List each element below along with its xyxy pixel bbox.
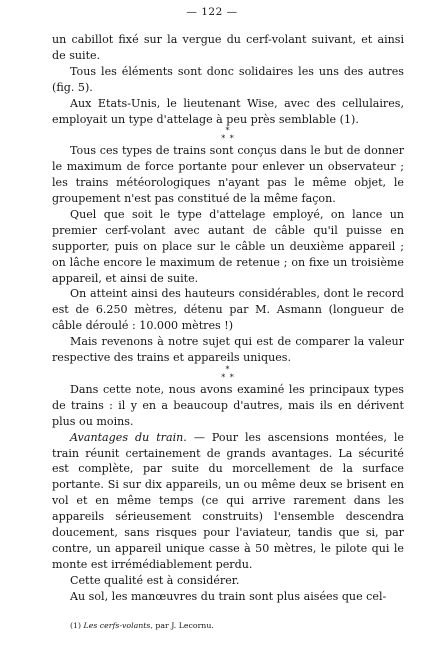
- paragraph: un cabillot fixé sur la vergue du cerf-volant suivant, et ainsi de suite.: [52, 33, 404, 62]
- section-separator: * * *: [221, 126, 235, 144]
- paragraph-advantages: Avantages du train. — Pour les ascensions montées, le train réunit certainement de grands avantages. La sécurité est complète, par suite du morcellement de la surface portante. Si sur dix appareils, un ou même deux se brisent en vol et en même temps (ce qui arrive rarement dans les appareils sérieusement construits) l'ensemble descendra doucement, sans risques pour l'aviateur, tandis que si, par contre, un appareil unique casse à 50 mètres, le pilote qui le monte est irrémédiablement perdu.: [52, 430, 404, 571]
- footnote: [70, 621, 214, 631]
- page-number: — 122 —: [186, 6, 238, 18]
- section-separator: * * *: [221, 365, 235, 383]
- paragraph: On atteint ainsi des hauteurs considérables, dont le record est de 6.250 mètres, détenu par M. Asmann (longueur de câble déroulé : 10.000 mètres !): [52, 287, 404, 333]
- paragraph: Aux Etats-Unis, le lieutenant Wise, avec des cellulaires, employait un type d'attelage à peu près semblable (1).: [52, 96, 404, 126]
- footnote-author: par J. Lecornu.: [155, 621, 214, 630]
- paragraph: Mais revenons à notre sujet qui est de comparer la valeur respective des trains et appareils uniques.: [52, 335, 404, 365]
- paragraph: Dans cette note, nous avons examiné les principaux types de trains : il y en a beaucoup d'autres, mais ils en dérivent plus ou moins.: [52, 382, 404, 428]
- footnote-title: Les cerfs-volants,: [83, 621, 153, 630]
- footnote-marker: (1): [70, 621, 82, 630]
- paragraph: Cette qualité est à considérer.: [70, 573, 240, 587]
- paragraph: Tous ces types de trains sont conçus dans le but de donner le maximum de force portante pour enlever un observateur ; les trains météorologiques n'ayant pas le même objet, le groupement n'est pas constitué de la même façon.: [52, 144, 404, 206]
- paragraph: Au sol, les manœuvres du train sont plus aisées que cel-: [70, 589, 387, 603]
- section-heading: Avantages du train.: [70, 430, 187, 444]
- paragraph: Quel que soit le type d'attelage employé, on lance un premier cerf-volant avec autant de câble qu'il puisse en supporter, puis on place sur le câble un deuxième appareil ; on lâche encore le maximum de retenue ; on fixe un troisième appareil, et ainsi de suite.: [52, 207, 404, 285]
- paragraph: Tous les éléments sont donc solidaires les uns des autres (fig. 5).: [52, 64, 404, 94]
- body-text: [52, 32, 404, 605]
